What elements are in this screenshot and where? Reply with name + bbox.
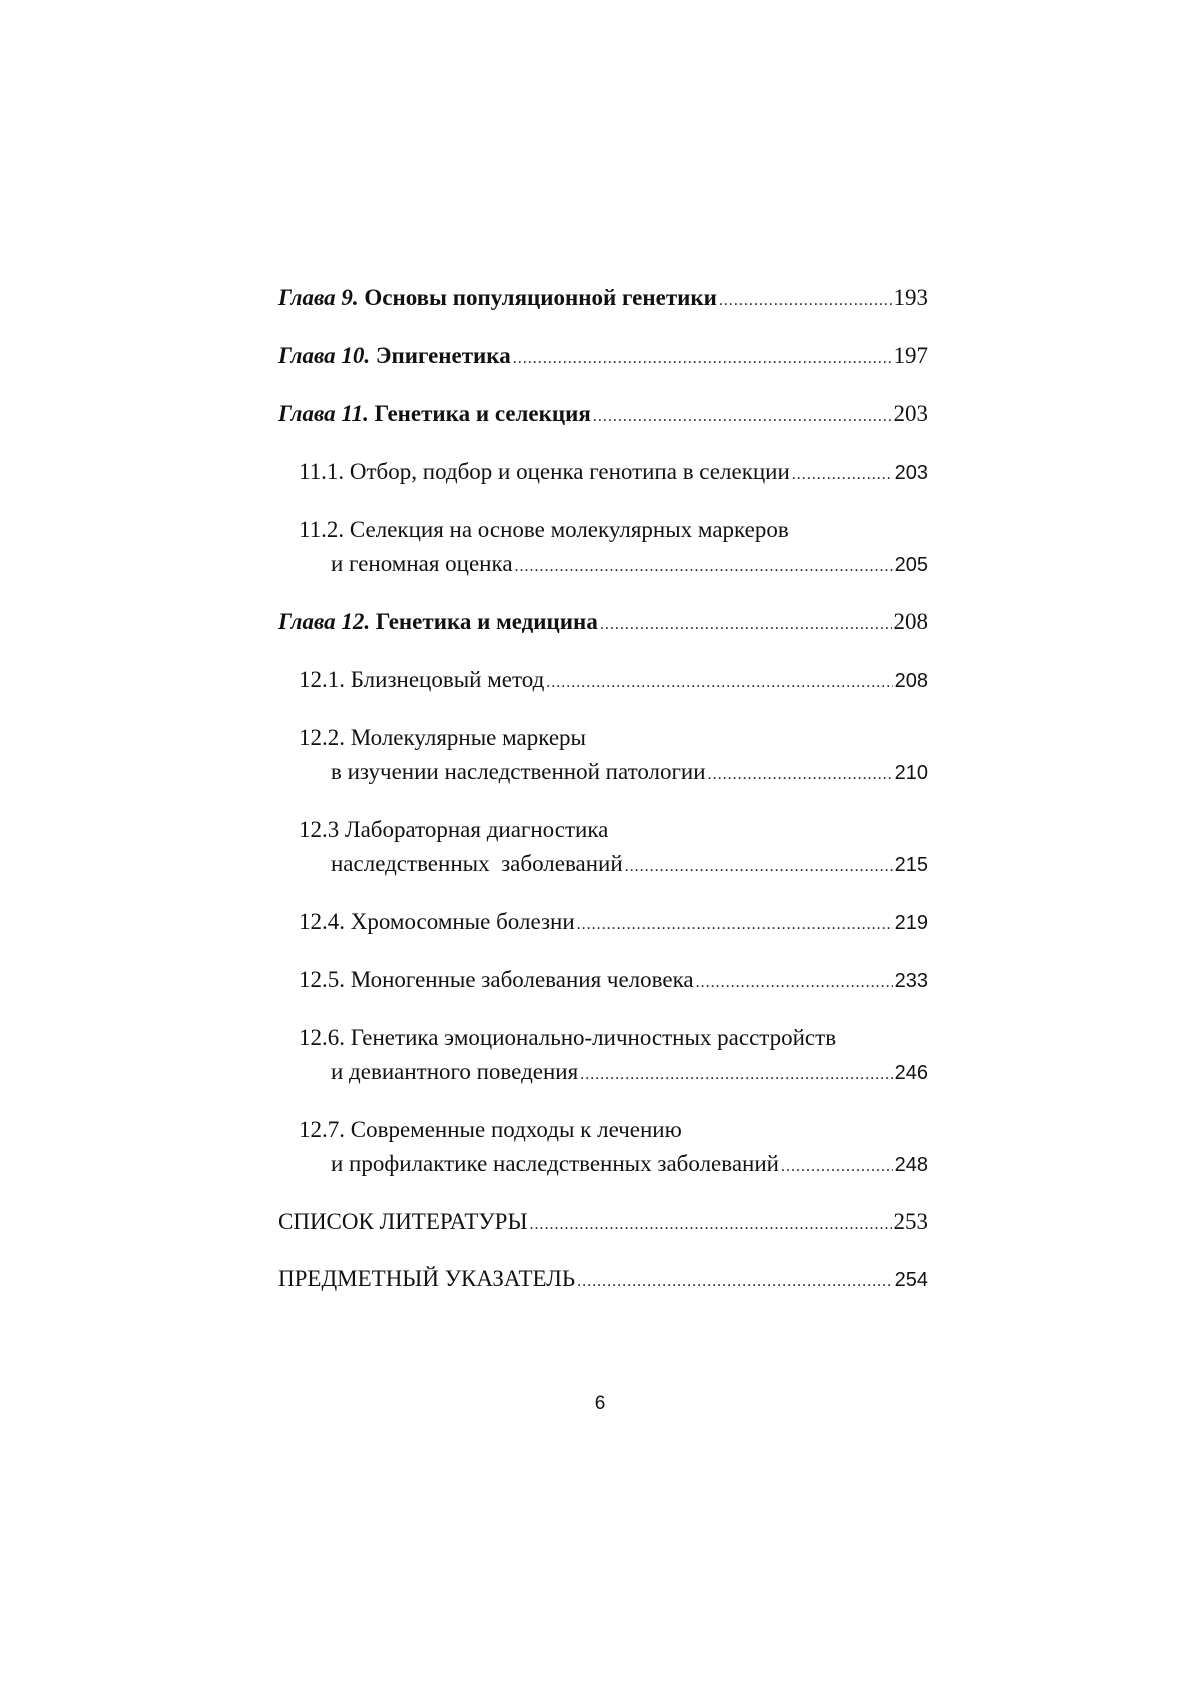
page-number: 233 — [894, 970, 928, 992]
page-number: 215 — [894, 854, 928, 876]
page-number: 210 — [894, 762, 928, 784]
section-title-continued: и девиантного поведения — [331, 1059, 579, 1084]
dot-leader — [515, 550, 893, 584]
dot-leader — [577, 1265, 893, 1299]
dot-leader — [708, 758, 893, 792]
page-number: 254 — [894, 1269, 928, 1291]
page-number: 203 — [893, 401, 928, 426]
dot-leader — [546, 666, 892, 700]
toc-section-12-1[interactable] — [278, 663, 928, 700]
dot-leader — [625, 850, 893, 884]
section-title-continued: и геномная оценка — [331, 551, 513, 576]
chapter-prefix: Глава 12. — [278, 609, 371, 634]
section-title: 12.4. Хромосомные болезни — [299, 909, 575, 934]
section-title-continued: и профилактике наследственных заболеваний — [331, 1151, 779, 1176]
page-number: 253 — [893, 1209, 928, 1234]
chapter-title: Генетика и селекция — [374, 401, 591, 426]
toc-section-12-3[interactable] — [278, 813, 928, 884]
chapter-title: Эпигенетика — [375, 343, 511, 368]
page-number: 193 — [893, 285, 928, 310]
page-number: 197 — [893, 343, 928, 368]
section-title: 12.5. Моногенные заболевания человека — [299, 967, 694, 992]
dot-leader — [600, 608, 892, 642]
section-title: 12.6. Генетика эмоционально-личностных расстройств — [299, 1025, 837, 1050]
section-title: 11.2. Селекция на основе молекулярных маркеров — [299, 517, 789, 542]
toc-chapter-10[interactable] — [278, 339, 928, 376]
dot-leader — [696, 966, 893, 1000]
chapter-prefix: Глава 11. — [278, 401, 369, 426]
toc-section-12-7[interactable] — [278, 1113, 928, 1184]
back-matter-title: СПИСОК ЛИТЕРАТУРЫ — [278, 1209, 528, 1234]
section-title: 12.7. Современные подходы к лечению — [299, 1117, 682, 1142]
toc-chapter-11[interactable] — [278, 397, 928, 434]
section-title: 12.3 Лабораторная диагностика — [299, 817, 609, 842]
dot-leader — [781, 1150, 893, 1184]
dot-leader — [719, 284, 892, 318]
toc-section-11-1[interactable] — [278, 455, 928, 492]
toc-section-12-2[interactable] — [278, 721, 928, 792]
toc-entry-title — [278, 281, 717, 315]
dot-leader — [577, 908, 893, 942]
page-number: 208 — [893, 609, 928, 634]
toc-section-12-5[interactable] — [278, 963, 928, 1000]
page-number: 219 — [894, 912, 928, 934]
page-number: 246 — [894, 1062, 928, 1084]
dot-leader — [530, 1208, 892, 1242]
page-number: 205 — [894, 554, 928, 576]
page-number: 248 — [894, 1154, 928, 1176]
dot-leader — [580, 1058, 892, 1092]
toc-chapter-9[interactable] — [278, 281, 928, 318]
back-matter-title: ПРЕДМЕТНЫЙ УКАЗАТЕЛЬ — [278, 1266, 576, 1291]
section-title: 12.1. Близнецовый метод — [299, 667, 545, 692]
dot-leader — [593, 400, 892, 434]
toc-entry-title — [278, 339, 511, 373]
toc-section-11-2[interactable] — [278, 513, 928, 584]
toc-chapter-12[interactable] — [278, 605, 928, 642]
toc-subject-index[interactable] — [278, 1262, 928, 1299]
page-number: 208 — [894, 670, 928, 692]
chapter-prefix: Глава 10. — [278, 343, 371, 368]
table-of-contents — [278, 281, 928, 1319]
dot-leader — [792, 458, 893, 492]
chapter-title: Генетика и медицина — [375, 609, 598, 634]
section-title-continued: наследственных заболеваний — [331, 851, 623, 876]
section-title: 11.1. Отбор, подбор и оценка генотипа в селекции — [299, 459, 790, 484]
page-number: 203 — [894, 462, 928, 484]
dot-leader — [513, 342, 892, 376]
section-title-continued: в изучении наследственной патологии — [331, 759, 706, 784]
toc-section-12-6[interactable] — [278, 1021, 928, 1092]
toc-bibliography[interactable] — [278, 1205, 928, 1242]
page-number-footer: 6 — [594, 1393, 606, 1414]
section-title: 12.2. Молекулярные маркеры — [299, 725, 586, 750]
chapter-title: Основы популяционной генетики — [364, 285, 717, 310]
toc-entry-title — [278, 605, 598, 639]
toc-entry-title — [278, 397, 591, 431]
chapter-prefix: Глава 9. — [278, 285, 359, 310]
toc-section-12-4[interactable] — [278, 905, 928, 942]
